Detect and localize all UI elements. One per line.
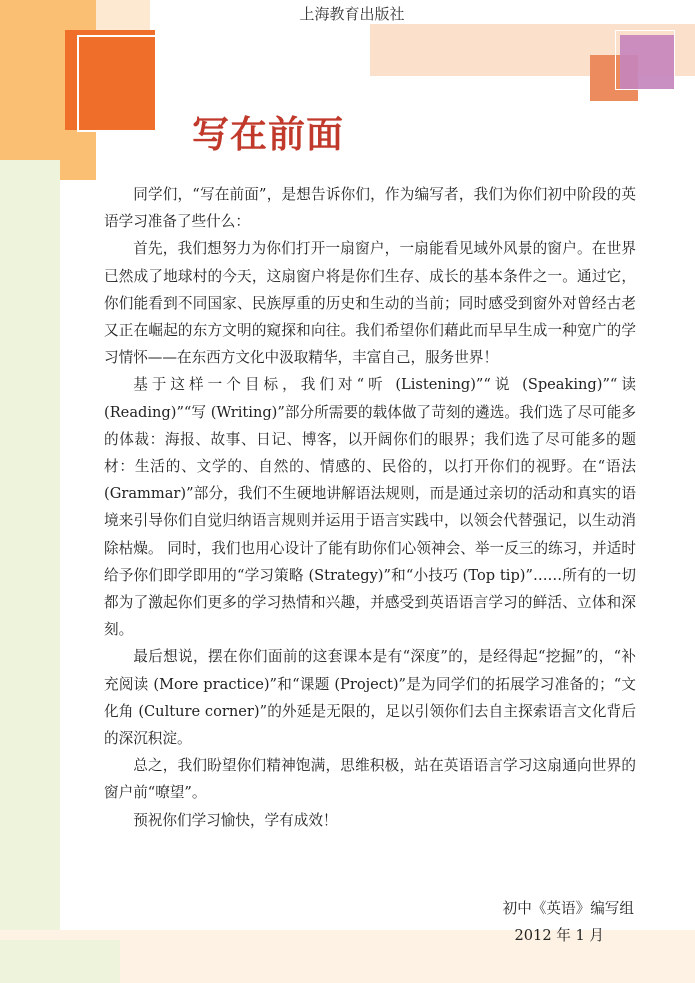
paragraph: 首先，我们想努力为你们打开一扇窗户，一扇能看见域外风景的窗户。在世界已然成了地球村的今天，这扇窗户将是你们生存、成长的基本条件之一。通过它，你们能看到不同国家、民族厚重的历史和生动的当前；同时感受到窗外对曾经古老又正在崛起的东方文明的窥探和向往。我们希望你们藉此而早早生成一种宽广的学习情怀——在东西方文化中汲取精华，丰富自己，服务世界！ [104,240,636,367]
publisher-name: 上海教育出版社 [299,5,405,23]
bottom-green-band [0,940,120,983]
paragraph: 基于这样一个目标，我们对“听 (Listening)”“说 (Speaking)”“读 (Reading)”“写 (Writing)”部分所需要的载体做了苛刻的遴选。我们选了尽可能多的体裁：海报、故事、日记、博客，以开阔你们的眼界；我们选了尽可能多的题材：生活的、文学的、自然的、情感的、民俗的，以打开你们的视野。在“语法 (Grammar)”部分，我们不生硬地讲解语法规则，而是通过亲切的活动和真实的语境来引导你们自觉归纳语言规则并运用于语言实践中，以领会代替强记，以生动消除枯燥。 同时，我们也用心设计了能有助你们心领神会、举一反三的练习，并适时给予你们即学即用的“学习策略 (Strategy)”和“小技巧 (Top tip)”……所有的一切都为了激起你们更多的学习热情和兴趣，并感受到英语语言学习的鲜活、立体和深刻。 [104,376,636,639]
purple-square-frame [615,30,675,90]
paragraph: 总之，我们盼望你们精神饱满，思维积极，站在英语语言学习这扇通向世界的窗户前“嘹望”。 [104,757,636,802]
body-text [104,181,636,834]
page-title: 写在前面 [192,113,344,156]
orange-square-frame [77,35,157,132]
signature-date: 2012 年 1 月 [514,927,604,944]
paragraph: 最后想说，摆在你们面前的这套课本是有“深度”的，是经得起“挖掘”的，“补充阅读 (More practice)”和“课题 (Project)”是为同学们的拓展学习准备的；“文化角 (Culture corner)”的外延是无限的，足以引领你们去自主探索语言文化背后的深沉积淀。 [104,648,636,748]
left-green-stripe [0,160,60,983]
paragraph: 预祝你们学习愉快，学有成效！ [133,811,338,829]
signature-org: 初中《英语》编写组 [502,900,634,917]
signature [480,895,640,949]
paragraph: 同学们，“写在前面”，是想告诉你们，作为编写者，我们为你们初中阶段的英语学习准备了些什么： [104,186,636,231]
